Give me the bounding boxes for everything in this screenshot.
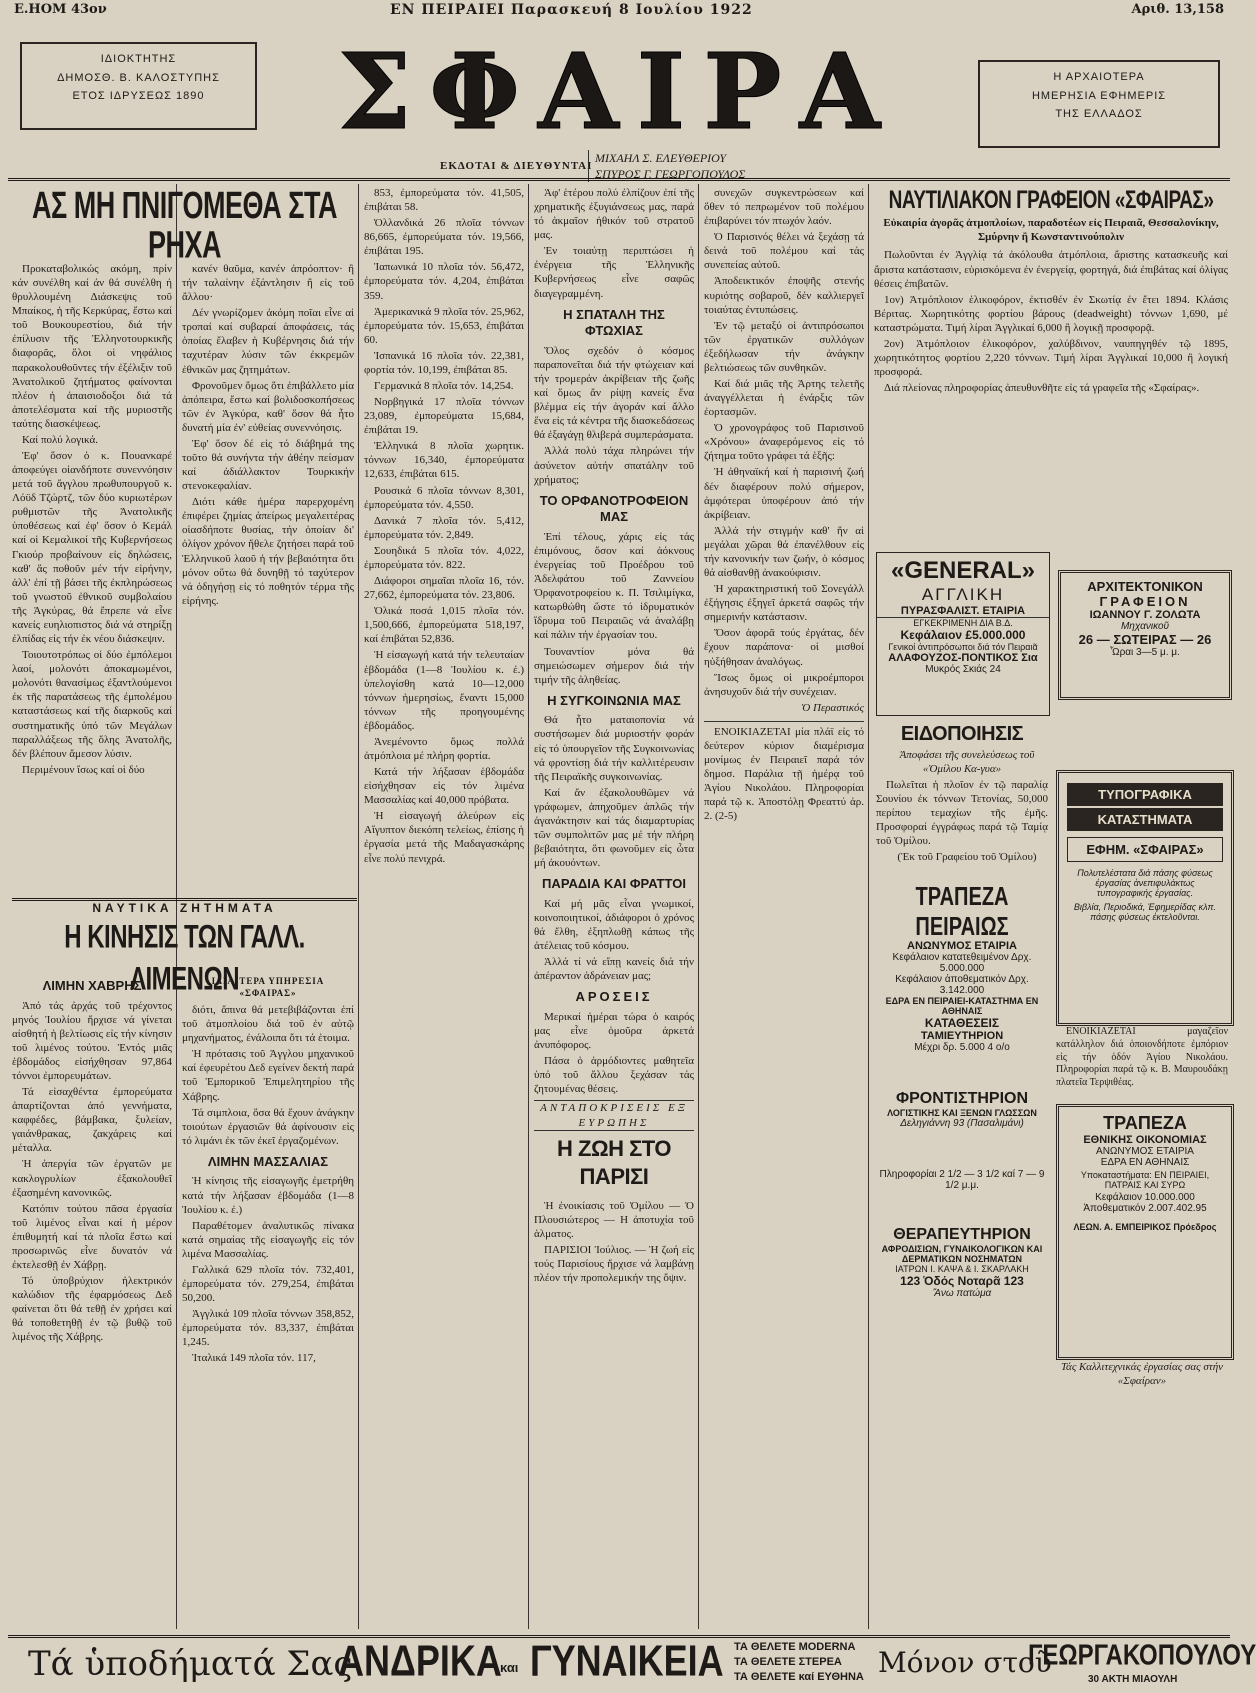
owner-name: ΔΗΜΟΣΘ. Β. ΚΑΛΟΣΤΥΠΗΣ	[57, 71, 220, 84]
general-insurance-ad	[876, 552, 1050, 716]
bank-name: ΤΡΑΠΕΖΑ ΠΕΙΡΑΙΩΣ	[915, 883, 1009, 942]
paragraph: Τά σιμπλοια, ὅσα θά ἔχουν ἀνάγκην τοιούτων ἐργασιῶν θά ἀφίνουσιν εἰς τό λιμάνι ἐκ τῶν ἐκεῖ ἐργαζομένων.	[182, 1106, 354, 1147]
paragraph: Ἱσπανικά 16 πλοῖα τόν. 22,381, φορτία τόν. 10,199, ἐπιβάται 85.	[364, 349, 524, 376]
eth-bank-line: ΤΡΑΠΕΖΑ	[1103, 1113, 1187, 1133]
shoe-ad-women: ΓΥΝΑΙΚΕΙΑ	[530, 1635, 724, 1685]
eth-bank-president: ΛΕΩΝ. Α. ΕΜΠΕΙΡΙΚΟΣ Πρόεδρος	[1073, 1222, 1217, 1232]
school-title: ΦΡΟΝΤΙΣΤΗΡΙΟΝ	[895, 1090, 1029, 1107]
oldest-label: Η ΑΡΧΑΙΟΤΕΡΑ	[1053, 71, 1145, 83]
shoe-ad-address: 30 ΑΚΤΗ ΜΙΑΟΥΛΗ	[1088, 1674, 1178, 1685]
paragraph: Τά εἰσαχθέντα ἐμπορεύματα ἀπαρτίζονται ἀπό γεννήματα, καφφέδες, βάμβακα, ξυλείαν, γαιάνθρακας, ζακχάρεις καί μέταλλα.	[12, 1086, 172, 1155]
headline-orphanage: ΤΟ ΟΡΦΑΝΟΤΡΟΦΕΙΟΝ ΜΑΣ	[539, 492, 689, 525]
column-2-bottom	[182, 972, 354, 1632]
special-service-label: ΙΔΙΑΙΤΕΡΑ ΥΠΗΡΕΣΙΑ «ΣΦΑΙΡΑΣ»	[211, 976, 325, 998]
headline-coast: ΠΑΡΑΔΙΑ ΚΑΙ ΦΡΑΤΤΟΙ	[542, 876, 686, 892]
paragraph: Κατόπιν τούτου πᾶσα ἐργασία τοῦ λιμένος εἶναι καί ἡ μέρον ἐπιθυμητή καί τά πλοῖα ἔστω καί προσωρινῶς εἶνε δυνατόν νά ἐκτελεσθῇ ἐν Χάβρῃ.	[12, 1202, 172, 1272]
paragraph: Τό ὑποβρύχιον ἠλεκτρικόν καλώδιον τῆς ἐφαρμόσεως Δεδ φαίνεται ὅτι θά τεθῇ ἐν χρήσει καί θά τοποθετηθῇ ἐν τῷ βυθῷ τοῦ λιμένος τῆς Χάβρης.	[12, 1275, 172, 1344]
paragraph: 1ον) Ἀτμόπλοιον ἑλικοφόρον, ἐκτισθέν ἐν Σκωτίᾳ ἐν ἔτει 1894. Κλάσις Βέριτας. Χωρητικότης φορτίου βάρους (deadweight) τόννων 1,690, μέ καταστρώματα. Τιμή λίραι Ἀγγλικαί 6,000 ἢ λογικῇ προσφορᾷ.	[874, 293, 1228, 334]
shop-rent-notice	[1056, 1026, 1228, 1096]
bank-line: ΑΝΩΝΥΜΟΣ ΕΤΑΙΡΙΑ	[907, 940, 1017, 952]
dateline	[0, 0, 1238, 22]
shoe-feature: ΤΑ ΘΕΛΕΤΕ ΣΤΕΡΕΑ	[734, 1655, 842, 1668]
shipping-office-ad	[874, 186, 1228, 546]
paragraph: Νορβηγικά 17 πλοῖα τόννων 23,089, ἐμπορεύματα 15,684, ἐπιβάται 19.	[364, 396, 524, 437]
rent-notice: ΕΝΟΙΚΙΑΖΕΤΑΙ μία πλάϊ εἰς τό δεύτερον κύριον διαμέρισμα μονίμως ἐν Πειραιεῖ παρά τόν δημοσ. Παράλια τῇ ἡμέρᾳ τοῦ Ἁγίου Νικολάου. Πληροφορίαι παρά τῷ κ. Ἀποστόλῃ Φρεαττύ ἀρ. 2. (2-5)	[704, 721, 864, 824]
paragraph: ΕΝΟΙΚΙΑΖΕΤΑΙ μαγαζεῖον κατάλληλον διά ὁποιονδήποτε ἐμπόριον εἰς τήν ὁδόν Ἁγίου Νικολάου. Πληροφορίαι παρά τῷ κ. Β. Μαυρουδάκῃ πλατεῖα Τερψιθέας.	[1056, 1026, 1228, 1089]
paragraph: Πωλεῖται ἡ πλοῖον ἐν τῷ παραλίᾳ Σουνίου ἐκ τόννων Τετονίας, 50,000 περίπου τεμαχίων τῆς ἐμῆς. Προσφοραί ἐγγράφως παρά τῷ Ταμίᾳ τοῦ Ὁμίλου.	[876, 778, 1048, 848]
bank-capital: Κεφάλαιον κατατεθειμένον Δρχ. 5.000.000	[892, 952, 1032, 974]
paragraph: Γερμανικά 8 πλοῖα τόν. 14,254.	[374, 380, 514, 393]
architect-hours: Ὧραι 3—5 μ. μ.	[1110, 647, 1180, 658]
shoe-ad-features	[734, 1640, 864, 1685]
paragraph: Καί διά μιᾶς τῆς Ἀρτης τελετῆς ἀναγγέλλεται ἡ ἐνάρξις τῶν ἐορτασμῶν.	[704, 378, 864, 419]
correspondence-kicker: ΑΝΤΑΠΟΚΡΙΣΕΙΣ ΕΞ ΕΥΡΩΠΗΣ	[534, 1100, 694, 1130]
paragraph: συνεχῶν συγκεντρώσεων καί ὅθεν τό πεπρωμένον τοῦ πολέμου ἐπιβαρύνει τόν πτωχόν λαόν.	[704, 187, 864, 228]
paragraph: Ἐφ' ὅσον δέ εἰς τό διάβημά της τοῦτο θά συνήντα τήν ἀθέην πείσμαν καί ἀδιάλλακτον Τουρκικήν στενοκεφαλίαν.	[182, 437, 354, 493]
general-agents: ΑΛΑΦΟΥΖΟΣ-ΠΟΝΤΙΚΟΣ Σια	[888, 652, 1038, 664]
paragraph: Ἐν τοιαύτῃ περιπτώσει ἡ ἐνέργεια τῆς Ἑλληνικῆς Κυβερνήσεως εἶνε σαφῶς διαγεγραμμένη.	[534, 245, 694, 300]
paragraph: διότι, ἅπινα θά μετεβιβάζονται ἐπί τοῦ ἀτμοπλοίου διά τοῦ ἐν αὐτῷ μηχανήματος, ἐνάλοιπα ὅτι τά ἐτοιμα.	[182, 1004, 354, 1045]
shoe-ad-men: ΑΝΔΡΙΚΑ	[338, 1635, 502, 1685]
paragraph: Τοιουτοτρόπως οἱ δύο ἐμπόλεμοι λαοί, μολονότι ἀποκαμωμένοι, μολονότι θανασίμως ἐξαντλούμενοι ἐκ τῆς παρατάσεως τῆς ἐμπολέμου καταστάσεως καί τῆς διαρκοῦς καί συστηματικῆς ὑπό τῶν Μεγάλων παραλλάξεως τῆς ὅλης Ἀνατολῆς, δέν βλέπουν ἄμεσον λύσιν.	[12, 649, 172, 760]
bank-reserve: Κεφάλαιον ἀποθεματικόν Δρχ. 3.142.000	[895, 974, 1029, 996]
print-shop-text: Βιβλία, Περιοδικά, Ἐφημερίδας κλπ. πάσης φύσεως ἐκτελοῦνται.	[1073, 902, 1217, 922]
paragraph: Παραθέτομεν ἀναλυτικῶς πίνακα κατά σημαίας τῆς εἰσαγωγῆς εἰς τόν λιμένα Μασσαλίας.	[182, 1219, 354, 1260]
column-rule	[528, 184, 529, 1629]
paragraph: Ἡ ἀθηναϊκή καί ἡ παρισινή ζωή δέν διαφέρουν πολύ σήμερον, ἀμφότεραι ὑποφέρουν ἀπό τήν ἀκρίβειαν.	[704, 466, 864, 521]
clinic-doctors: ΙΑΤΡΩΝ Ι. ΚΑΨΑ & Ι. ΣΚΑΡΛΑΚΗ	[895, 1264, 1029, 1274]
column-rule	[868, 184, 869, 1629]
paragraph: Τουναντίον μόνα θά σημειώσωμεν σήμερον διά τήν τιμήν τῆς ἀληθείας.	[534, 645, 694, 686]
eth-bank-seat: ΕΔΡΑ ΕΝ ΑΘΗΝΑΙΣ	[1100, 1157, 1190, 1168]
column-1-bottom	[12, 972, 172, 1632]
clinic-floor: Ἄνω πατώμα	[932, 1288, 992, 1299]
column-5	[704, 186, 864, 1630]
masthead	[0, 22, 1238, 182]
daily-label: ΗΜΕΡΗΣΙΑ ΕΦΗΜΕΡΙΣ	[1031, 89, 1167, 102]
section-label: ΝΑΥΤΙΚΑ ΖΗΤΗΜΑΤΑ	[12, 898, 357, 915]
paragraph: Διά πλείονας πληροφορίας ἀπευθυνθῆτε εἰς τά γραφεῖα τῆς «Σφαίρας».	[884, 382, 1200, 395]
notice-title: ΕΙΔΟΠΟΙΗΣΙΣ	[900, 723, 1024, 745]
shipping-subtitle: Εὐκαιρία ἀγορᾶς ἀτμοπλοίων, παραδοτέων εἰς Πειραιᾶ, Θεσσαλονίκην, Σμύρνην ἢ Κωνσταντινούπολιν	[883, 217, 1219, 244]
headline-waste: Η ΣΠΑΤΑΛΗ ΤΗΣ ΦΤΩΧΙΑΣ	[563, 306, 665, 339]
paragraph: Δανικά 7 πλοῖα τόν. 5,412, ἐμπορεύματα τόν. 2,849.	[364, 514, 524, 541]
oldest-daily-box	[978, 60, 1220, 148]
paragraph: Γαλλικά 629 πλοῖα τόν. 732,401, ἐμπορεύματα τόν. 279,254, ἐπιβάται 50,200.	[182, 1263, 354, 1305]
column-rule	[698, 184, 699, 1629]
greece-label: ΤΗΣ ΕΛΛΑΔΟΣ	[1055, 108, 1143, 121]
bank-rate: Μέχρι δρ. 5.000 4 ο/ο	[914, 1042, 1010, 1053]
bank-savings: ΤΑΜΙΕΥΤΗΡΙΟΝ	[920, 1030, 1004, 1042]
subhead-marseille: ΛΙΜΗΝ ΜΑΣΣΑΛΙΑΣ	[207, 1153, 329, 1169]
eth-bank-reserve: Ἀποθεματικόν 2.007.402.95	[1083, 1203, 1207, 1214]
column-1-top	[12, 262, 172, 894]
paragraph: Καί ἄν ἐξακολουθῶμεν νά γράφωμεν, ἀπηχοῦμεν ἁπλῶς τήν ἀγανάκτησιν καί τάς διαμαρτυρίας τῶν συμπολιτῶν μας μέ τήν πλήρη βεβαιότητα, ὅτι φωνοῦμεν εἰς ὦτα μή ἀκουόντων.	[534, 786, 694, 870]
paragraph: Ἐν τῷ μεταξύ οἱ ἀντιπρόσωποι τῶν ἐργατικῶν συλλόγων ἐξεδήλωσαν τήν ἀνάγκην βελτιώσεως τῶν συνθηκῶν.	[704, 319, 864, 374]
paragraph: (Ἐκ τοῦ Γραφείου τοῦ Ὁμίλου)	[897, 851, 1037, 864]
headline-irrigation: ΑΡΟΣΕΙΣ	[575, 989, 653, 1005]
paragraph: Διότι κάθε ἡμέρα παρερχομένη ἐπιφέρει ζημίας ἀπείρως μεγαλειτέρας οἱασδήποτε θυσίας, τήν ὁποίαν δι' ὀλίγον χρόνον ἤθελε ζητήσει παρά τοῦ Ἑλληνικοῦ λαοῦ ἡ τήν βεβαιότητα ὅτι μόνον οὕτω θά δυνηθῇ τό ταχύτερον νά ὁδηγήσῃ εἰς τό ποθητόν τέρμα τῆς εἰρήνης.	[182, 496, 354, 607]
issue-series: Ε.ΗΟΜ 43ον	[14, 2, 107, 17]
general-address: Μυκρός Σκιάς 24	[925, 664, 1001, 675]
paragraph: Ἀλλά τήν στιγμήν καθ' ἥν αἱ μεγάλαι χῶραι θά ἐπανέλθουν εἰς τήν κανονικήν των ζωήν, ὁ κόσμος θά αἰσθανθῇ ἀνακούφισιν.	[704, 524, 864, 580]
paragraph: Ἡ χαρακτηριστική τοῦ Σονεγάλλ ἐξήγησις ἐξηγεῖ ἀρκετά σαφῶς τήν σημερινήν κατάστασιν.	[704, 583, 864, 624]
paragraph: Θά ἦτο ματαιοπονία νά συστήσωμεν διά μυριοστήν φοράν εἰς τό ὑπουργεῖον τῆς Συγκοινωνίας νά φροντίσῃ διά τήν καλλιτέρευσιν τῆς Πειραϊκῆς συγκοινωνίας.	[534, 714, 694, 783]
general-line: ΕΓΚΕΚΡΙΜΕΝΗ ΔΙΑ Β.Δ.	[913, 618, 1013, 628]
paragraph: Ἴσως ὅμως οἱ μικροέμποροι ἀνησυχοῦν διά τήν συνέχειαν.	[704, 671, 864, 698]
general-capital: Κεφάλαιον £5.000.000	[900, 628, 1026, 642]
paragraph: Ἀπό τάς ἀρχάς τοῦ τρέχοντος μηνός Ἰουλίου ἤρχισε νά γίνεται αἰσθητή ἡ βελτίωσις εἰς τήν κίνησιν τοῦ λιμένος τούτου. Ἐντός μιᾶς ἑβδομάδος εἰσήχθησαν 97,864 τόννοι ἐμπορευμάτων.	[12, 999, 172, 1083]
paragraph: κανέν θαῦμα, κανέν ἀπρόοπτον· ἢ τήν ταλαίνην ἐξάντλησιν ἢ εἰς τοῦ ἄλλου·	[182, 263, 354, 304]
paragraph: Ἰταλικά 149 πλοῖα τόν. 117,	[192, 1352, 316, 1365]
headline-paris: Η ΖΩΗ ΣΤΟ ΠΑΡΙΣΙ	[557, 1135, 671, 1189]
eth-bank-capital: Κεφάλαιον 10.000.000	[1095, 1192, 1195, 1203]
architect-office-ad	[1058, 570, 1232, 700]
school-subtitle: ΛΟΓΙΣΤΙΚΗΣ ΚΑΙ ΞΕΝΩΝ ΓΛΩΣΣΩΝ	[887, 1108, 1037, 1118]
paragraph: Ρουσικά 6 πλοῖα τόννων 8,301, ἐμπορεύματα τόν. 4,550.	[364, 484, 524, 511]
column-4	[534, 186, 694, 1630]
paragraph: Ἀποδεικτικόν ἐποψῆς στενής κυριότης σοβαροῦ, δέν καλλιεργεῖ τοιαύτας ἐντυπώσεις.	[704, 275, 864, 316]
paragraph: Καί πολύ λογικά.	[22, 433, 99, 446]
paragraph: Ὁ χρονογράφος τοῦ Παρισινοῦ «Χρόνου» ἀναφερόμενος εἰς τό ζήτημα τοῦτο γράφει τά ἑξῆς:	[704, 422, 864, 463]
print-shop-paper: ΕΦΗΜ. «ΣΦΑΙΡΑΣ»	[1067, 837, 1223, 862]
column-3	[364, 186, 524, 1630]
paragraph: Σουηδικά 5 πλοῖα τόν. 4,022, ἐμπορεύματα τόν. 822.	[364, 544, 524, 571]
masthead-rule	[8, 178, 1230, 181]
paragraph: Πάσα ὁ ἀρμόδιοντες μαθητεῖα ὑπό τοῦ ἄλλου ξεχάσαν τάς ζητουμένας θέσεις.	[534, 1055, 694, 1096]
paragraph: Ἑλληνικά 8 πλοῖα χωρητικ. τόννων 16,340, ἐμπορεύματα 12,633, ἐπιβάται 615.	[364, 440, 524, 481]
paragraph: Περιμένουν ἴσως καί οἱ δύο	[22, 763, 145, 776]
byline: Ὁ Περαστικός	[801, 701, 864, 714]
paragraph: Ὀλλανδικά 26 πλοῖα τόννων 86,665, ἐμπορεύματα τόν. 19,566, ἐπιβάται 195.	[364, 217, 524, 258]
print-shop-text: Πολυτελέστατα διά πάσης φύσεως ἐργασίας ἀνεπιφυλάκτως τυπογραφικής ἐργασίας.	[1077, 868, 1213, 898]
paragraph: Ὁλικά ποσά 1,015 πλοῖα τόν. 1,500,666, ἐμπορεύματα 518,197, καί ἐπιβάται 52,836.	[364, 605, 524, 646]
general-line: Γενικοί ἀντιπρόσωποι διά τόν Πειραιᾶ	[888, 642, 1038, 652]
architect-line: Μηχανικοῦ	[1120, 621, 1170, 632]
paragraph: Ἡ πρότασις τοῦ Ἀγγλου μηχανικοῦ καί ἐφευρέτου Δεδ εγείνεν δεκτή παρά τοῦ Ἐμπορικοῦ Ἐπιμελητηρίου τῆς Χάβρης.	[182, 1048, 354, 1103]
paragraph: 2ον) Ἀτμόπλοιον ἑλικοφόρον, χαλύβδινον, ναυπηγηθέν τῷ 1895, χωρητικότητος φορτίου 2,220 τόννων. Τιμή λίραι Ἀγγλικαί 10,000 ἢ λογική προσφορά.	[874, 337, 1228, 379]
paragraph: Φρονοῦμεν ὅμως ὅτι ἐπιβάλλετο μία ἀπόπειρα, ἔστω καί βολιδοσκοπήσεως τῶν ἐν Ἀγκύρα, καθ' ὅσον θά ἦτο δυνατή μία ἐν' εὐθείας συνεννόησις.	[182, 379, 354, 434]
eth-bank-branches: Υποκαταστήματα: ΕΝ ΠΕΙΡΑΙΕΙ, ΠΑΤΡΑΙΣ ΚΑΙ ΣΥΡΩ	[1080, 1170, 1210, 1190]
paragraph: ΠΑΡΙΣΙΟΙ Ἰούλιος. — Ἡ ζωή εἰς τούς Παρισίους ἤρχισε νά λαμβάνῃ πλέον τήν προπολεμικήν της ὄψιν.	[534, 1244, 694, 1285]
architect-line: ΑΡΧΙΤΕΚΤΟΝΙΚΟΝ	[1087, 579, 1203, 594]
artistic-works-tagline	[1056, 1360, 1228, 1420]
paragraph: Ἡ ἐνοικίασις τοῦ Ὁμίλου — Ὁ Πλουσιώτερος — Η ἀποτυχία τοῦ ἁλματος.	[534, 1199, 694, 1241]
newspaper-title: ΣΦΑΙΡΑ	[337, 30, 899, 153]
paragraph: Ἐφ' ὅσον ὁ κ. Πουανκαρέ ἀποφεύγει οἰανδήποτε συνεννόησιν μετά τοῦ ἄγγλου πρωθυπουργοῦ κ. Λόϋδ Τζώρτζ, τῶν δύο κυριωτέρων ρυθμιστῶν τῆς Ἀνατολικῆς ὑποθέσεως καί ἐφ' ὅσον ὁ Κεμάλ καί οἱ Κεμαλικοί τῆς Κυβερνήσεως Γκιούρ προβαίνουν εἰς δηλώσεις, καθ' ἅς ποθοῦν μέν τήν εἰρήνην, ἀλλ' ἐπί τῇ βάσει τῆς ἐκπληρώσεως τοῦ γνωστοῦ ἐθνικοῦ συμβολαίου τῆς Ἀγκύρας, θά ἔπρεπε νά εἶνε κανείς ευηλιοπιστος διά νά στηρίξῃ ἐλπίδας εἰς τήν ἐκ νέου διάσκεψιν.	[12, 450, 172, 646]
school-hours: Πληροφορίαι 2 1/2 — 3 1/2 καί 7 — 9 1/2 μ.μ.	[879, 1169, 1045, 1191]
paragraph: Προκαταβολικώς ακόμη, πρίν κάν συνέλθη καί άν θά συνέλθη ή θρυλλουμένη Διάσκεψις τοῦ Μπαίκος, ἡ τῆς Κερκύρας, ἔστω καί τοῦ Βουκουρεστίου, διά τήν ἐπίλυσιν τῆς Ἑλληνοτουρκικῆς διαφορᾶς, ὅλοι οἱ νηφάλιος παρακολουθοῦντες τήν ἐξέλιξιν τοῦ Ἀνατολικοῦ ζητήματος φαίνονται πλέον ἠ ἀπαισιοδοξοι διά τά ἀποτελέσματα καί τῆς μυριοστῆς ταύτης διασκέψεως.	[12, 263, 172, 430]
shoe-ad-lead: Τά ὑποδήματά Σας	[28, 1644, 353, 1684]
editors-label: ΕΚΔΟΤΑΙ & ΔΙΕΥΘΥΝΤΑΙ	[440, 160, 593, 172]
owner-label: ΙΔΙΟΚΤΗΤΗΣ	[100, 53, 177, 65]
piraeus-bank-ad	[876, 883, 1048, 1078]
paragraph: Ὅσον ἀφορᾶ τούς ἐργάτας, δέν ἔχουν παράπονα· οἱ μισθοί ηὐξήθησαν ἀναλόγως.	[704, 627, 864, 668]
headline-transport: Η ΣΥΓΚΟΙΝΩΝΙΑ ΜΑΣ	[547, 692, 681, 708]
shipping-title: ΝΑΥΤΙΛΙΑΚΟΝ ΓΡΑΦΕΙΟΝ «ΣΦΑΙΡΑΣ»	[888, 187, 1214, 215]
clinic-title: ΘΕΡΑΠΕΥΤΗΡΙΟΝ	[893, 1226, 1031, 1243]
clinic-ad	[876, 1226, 1048, 1366]
general-name: «GENERAL»	[890, 557, 1036, 584]
paragraph: Ἐπί τέλους, χάρις εἰς τάς ἐπιμόνους, ὅσον καί ἀόκνους ἐνεργείας τοῦ Προέδρου τοῦ Ἀδελφάτου τοῦ Ζαννείου Ὀρφανοτροφείου κ. Π. Τσιλιμίγκα, κατωρθώθη ὥστε τό ἱδρυματικόν ἵδρυμα τοῦ Πειραιῶς νά ἀναλάβῃ καί πάλιν τήν ἐργασίαν του.	[534, 530, 694, 642]
paragraph: 853, ἐμπορεύματα τόν. 41,505, ἐπιβάται 58.	[364, 187, 524, 214]
issue-number: Αριθ. 13,158	[1131, 2, 1224, 17]
clinic-address: 123 Ὁδός Νοταρᾶ 123	[900, 1274, 1024, 1288]
print-shop-line: ΤΥΠΟΓΡΑΦΙΚΑ	[1067, 783, 1223, 806]
column-rule	[358, 184, 359, 1629]
shoe-ad-store: ΓΕΩΡΓΑΚΟΠΟΥΛΟΥ	[1028, 1639, 1256, 1672]
school-ad	[876, 1090, 1048, 1220]
paragraph: Ὅλος σχεδόν ὁ κόσμος παραπονεῖται διά τήν φτώχειαν καί τήν τρομεράν ἀκρίβειαν τῆς ζωῆς καί ὅμως ἄν ρίψῃ κανείς ἕνα βλέμμα εἰς τήν ἀγοράν καί ἄλλο ἕνα εἰς τά κέντρα τῆς διασκεδάσεως θά ἐξαγάγῃ θλιβερά συμπεράσματα.	[534, 344, 694, 442]
paragraph: Κατά τήν λήξασαν ἑβδομάδα εἰσήχθησαν εἰς τόν λιμένα Μασσαλίας καί 40,000 πρόβατα.	[364, 766, 524, 807]
tagline-text: Τάς Καλλιτεχνικάς ἐργασίας σας στήν «Σφαίραν»	[1060, 1361, 1224, 1388]
shoe-feature: ΤΑ ΘΕΛΕΤΕ καί ΕΥΘΗΝΑ	[734, 1670, 864, 1683]
paragraph: Ἀποφάσει τῆς συνελεύσεως τοῦ «Ὁμίλου Κα-γυα»	[899, 748, 1035, 775]
owner-box	[20, 42, 257, 130]
paragraph: Μερικαί ἡμέραι τώρα ὁ καιρός μας εἶνε ὁμοῦρα ἀρκετά ἀνυπόφορος.	[534, 1010, 694, 1052]
bank-deposits: ΚΑΤΑΘΕΣΕΙΣ	[924, 1016, 1000, 1030]
paragraph: Πωλοῦνται ἐν Ἀγγλίᾳ τά ἀκόλουθα ἀτμόπλοια, ἄριστης κατασκευῆς καί ἄριστα κατάστασιν, εὑρισκόμενα ἐν ἐνεργείᾳ, φορτηγά, διά ἐπιβάτας καί ὀλίγας θέσεις ἐπιβατῶν.	[874, 249, 1228, 290]
date-line: ΕΝ ΠΕΙΡΑΙΕΙ Παρασκευή 8 Ιουλίου 1922	[390, 2, 753, 18]
bank-seat: ΕΔΡΑ ΕΝ ΠΕΙΡΑΙΕΙ-ΚΑΤΑΣΤΗΜΑ ΕΝ ΑΘΗΝΑΙΣ	[885, 996, 1039, 1016]
paragraph: Ἀμερικανικά 9 πλοῖα τόν. 25,962, ἐμπορεύματα τόν. 15,653, ἐπιβάται 60.	[364, 305, 524, 346]
paragraph: Διάφοροι σημαῖαι πλοῖα 16, τόν. 27,662, ἐμπορεύματα τόν. 23,806.	[364, 575, 524, 602]
school-address: Δεληγιάννη 93 (Πασαλιμάνι)	[900, 1118, 1024, 1129]
notice-block	[876, 722, 1048, 882]
clinic-subtitle: ΑΦΡΟΔΙΣΙΩΝ, ΓΥΝΑΙΚΟΛΟΓΙΚΩΝ ΚΑΙ ΔΕΡΜΑΤΙΚΩΝ ΝΟΣΗΜΑΤΩΝ	[881, 1244, 1043, 1264]
paragraph: Ἡ ἀπεργία τῶν ἐργατῶν με κακλογρυλίων ἐξακολουθεῖ ἐξασημένη κανονικῶς.	[12, 1158, 172, 1199]
editor-name-2: ΣΠΥΡΟΣ Γ. ΓΕΩΡΓΟΠΟΥΛΟΣ	[595, 167, 746, 182]
editor-name-1: ΜΙΧΑΗΛ Σ. ΕΛΕΥΘΕΡΙΟΥ	[595, 151, 727, 165]
founded-year: ΕΤΟΣ ΙΔΡΥΣΕΩΣ 1890	[72, 90, 205, 103]
eth-bank-line: ΑΝΩΝΥΜΟΣ ΕΤΑΙΡΙΑ	[1096, 1146, 1194, 1157]
paragraph: Καί μή μᾶς εἶναι γνωμικοί, κοινοποιητικοί, ἀδιάφοροι ὁ χρόνος θά ἔλθη, ἐξηπλωθῇ κάπως τῆς ἀτέλειας τοῦ κόσμου.	[534, 897, 694, 953]
subhead-havre: ΛΙΜΗΝ ΧΑΒΡΗΣ	[42, 978, 142, 993]
shoe-ad-only: Μόνον στοῦ	[878, 1646, 1052, 1679]
paragraph: Ἰαπωνικά 10 πλοῖα τόν. 56,472, ἐμπορεύματα τόν. 4,204, ἐπιβάται 359.	[364, 261, 524, 302]
column-2-top	[182, 262, 354, 894]
paragraph: Ἀνεμένοντο ὅμως πολλά ἀτμόπλοια μέ πλήρη φορτία.	[364, 735, 524, 762]
paragraph: Ἀλλά τί νά εἴπῃ κανείς διά τήν ἀπέραντον ἀδράνειαν μας;	[534, 956, 694, 983]
lead-headline: ΑΣ ΜΗ ΠΝΙΓΟΜΕΘΑ ΣΤΑ ΡΗΧΑ	[32, 184, 337, 267]
print-shop-ad	[1056, 770, 1234, 1026]
print-shop-line: ΚΑΤΑΣΤΗΜΑΤΑ	[1067, 808, 1223, 831]
eth-bank-name: ΕΘΝΙΚΗΣ ΟΙΚΟΝΟΜΙΑΣ	[1083, 1134, 1207, 1146]
architect-address: 26 — ΣΩΤΕΙΡΑΣ — 26	[1078, 632, 1212, 647]
architect-line: ΓΡΑΦΕΙΟΝ	[1099, 594, 1191, 609]
general-line: ΑΓΓΛΙΚΗ	[921, 585, 1005, 604]
paragraph: Ἀγγλικά 109 πλοῖα τόννων 358,852, ἐμπορεύματα τόν. 83,337, ἐπιβάται 1,245.	[182, 1308, 354, 1349]
paragraph: Ἀλλά πολύ τάχα πληρώνει τήν ἀσύνετον αὐτήν σπατάλην τοῦ χρήματος;	[534, 445, 694, 486]
shoe-feature: ΤΑ ΘΕΛΕΤΕ MODERNA	[734, 1641, 856, 1653]
paragraph: Δέν γνωρίζομεν ἀκόμη ποῖαι εἶνε αἱ τροπαί καί συβαραί ἀποφάσεις, τάς ὁποίας ἔλαβεν ἡ Κυβέρνησις διά τήν ταχυτέραν λύσιν τῶν ἐκκρεμῶν ἐθνικῶν μας ζητημάτων.	[182, 307, 354, 376]
paragraph: Ἡ εἰσαγωγή ἀλεύρων εἰς Αἴγυπτον διεκόπη τελείως, ἐπίσης ἡ ἐργασία μετά τῆς Μαδαγασκάρης εἶνε πολύ πενιχρά.	[364, 810, 524, 865]
paragraph: Ἡ κίνησις τῆς εἰσαγωγῆς ἐμετρήθη κατά τήν λήξασαν ἑβδομάδα (1—8 Ἰουλίου κ. ἐ.)	[182, 1175, 354, 1216]
paragraph: Ἀφ' ἑτέρου πολύ ἐλπίζουν ἐπί τῆς χρηματικῆς ἐξυγιάνσεως μας, παρά τό ἀκμαῖον ἠθικόν τοῦ στρατοῦ μας.	[534, 187, 694, 242]
general-line: ΠΥΡΑΣΦΑΛΙΣΤ. ΕΤΑΙΡΙΑ	[877, 605, 1049, 618]
shoe-ad-and: και	[500, 1660, 519, 1675]
shoe-advertisement	[8, 1635, 1256, 1690]
ports-headline: Η ΚΙΝΗΣΙΣ ΤΩΝ ΓΑΛΛ. ΛΙΜΕΝΩΝ	[64, 919, 305, 998]
paragraph: Ὁ Παρισινός θέλει νά ξεχάσῃ τά δεινά τοῦ πολέμου καί τάς συνεπείας αὐτοῦ.	[704, 231, 864, 272]
paragraph: Ἡ εἰσαγωγή κατά τήν τελευταίαν ἑβδομάδα (1—8 Ἰουλίου κ. ἐ.) ὑπελογίσθη κατά 10—12,000 τόννων ἡμερησίως, ἔναντι 15,000 τόννων τῆς προηγουμένης ἑβδομάδος.	[364, 649, 524, 732]
architect-name: ΙΩΑΝΝΟΥ Γ. ΖΟΛΩΤΑ	[1089, 609, 1201, 621]
national-bank-ad	[1056, 1104, 1234, 1360]
